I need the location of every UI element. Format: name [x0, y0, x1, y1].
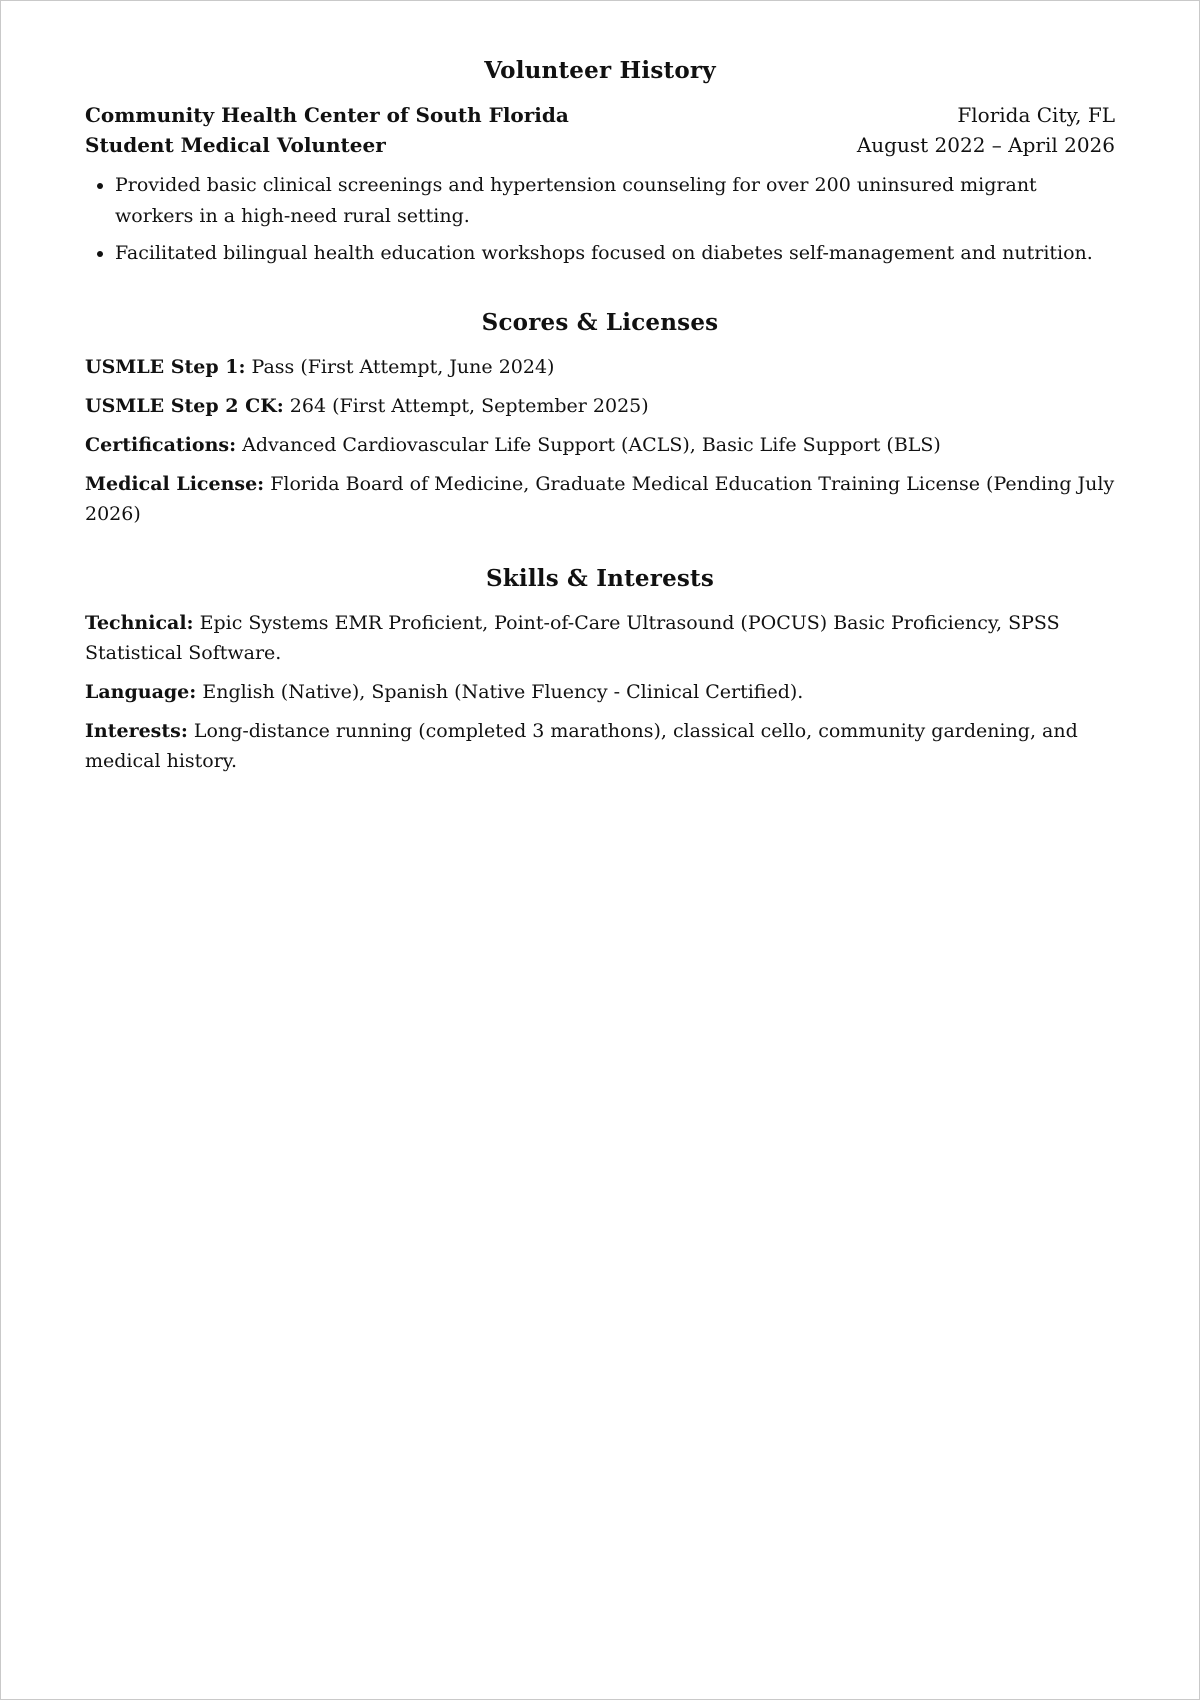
- skill-value: Long-distance running (completed 3 marathons), classical cello, community gardening, and medical history.: [85, 720, 1078, 772]
- volunteer-role: Student Medical Volunteer: [85, 133, 386, 157]
- score-item-step2: [85, 391, 1115, 421]
- skill-label: Interests:: [85, 720, 188, 742]
- volunteer-role-row: [85, 130, 1115, 160]
- score-item-certifications: [85, 430, 1115, 460]
- volunteer-org: Community Health Center of South Florida: [85, 103, 569, 127]
- score-value: 264 (First Attempt, September 2025): [283, 395, 649, 417]
- score-label: Certifications:: [85, 434, 237, 456]
- volunteer-section-title: Volunteer History: [484, 57, 716, 84]
- skills-section-title: Skills & Interests: [485, 565, 715, 592]
- scores-section: [85, 309, 1115, 529]
- score-label: Medical License:: [85, 473, 265, 495]
- score-label: USMLE Step 1:: [85, 356, 246, 378]
- volunteer-bullet: • Provided basic clinical screenings and hypertension counseling for over 200 uninsured migrant workers in a high-need rural setting.: [115, 170, 1115, 232]
- volunteer-section: [85, 57, 1115, 269]
- skills-section: [85, 565, 1115, 776]
- score-item-license: [85, 469, 1115, 529]
- volunteer-org-row: [85, 100, 1115, 130]
- skill-value: English (Native), Spanish (Native Fluency - Clinical Certified).: [196, 681, 804, 703]
- score-label: USMLE Step 2 CK:: [85, 395, 284, 417]
- volunteer-bullet: • Facilitated bilingual health education workshops focused on diabetes self-management and nutrition.: [115, 238, 1115, 269]
- volunteer-location: Florida City, FL: [957, 103, 1115, 127]
- volunteer-bullet-list: [85, 170, 1115, 269]
- score-value: Pass (First Attempt, June 2024): [245, 356, 555, 378]
- skill-value: Epic Systems EMR Proficient, Point-of-Care Ultrasound (POCUS) Basic Proficiency, SPSS Statistical Software.: [85, 612, 1060, 664]
- score-value: Advanced Cardiovascular Life Support (ACLS), Basic Life Support (BLS): [236, 434, 941, 456]
- score-item-step1: [85, 352, 1115, 382]
- skill-item-interests: [85, 716, 1115, 776]
- score-value: Florida Board of Medicine, Graduate Medical Education Training License (Pending July 2026): [85, 473, 1115, 525]
- skill-item-language: [85, 677, 1115, 707]
- skill-item-technical: [85, 608, 1115, 668]
- skill-label: Language:: [85, 681, 197, 703]
- skill-label: Technical:: [85, 612, 194, 634]
- volunteer-dates: August 2022 – April 2026: [856, 133, 1115, 157]
- scores-section-title: Scores & Licenses: [481, 309, 719, 336]
